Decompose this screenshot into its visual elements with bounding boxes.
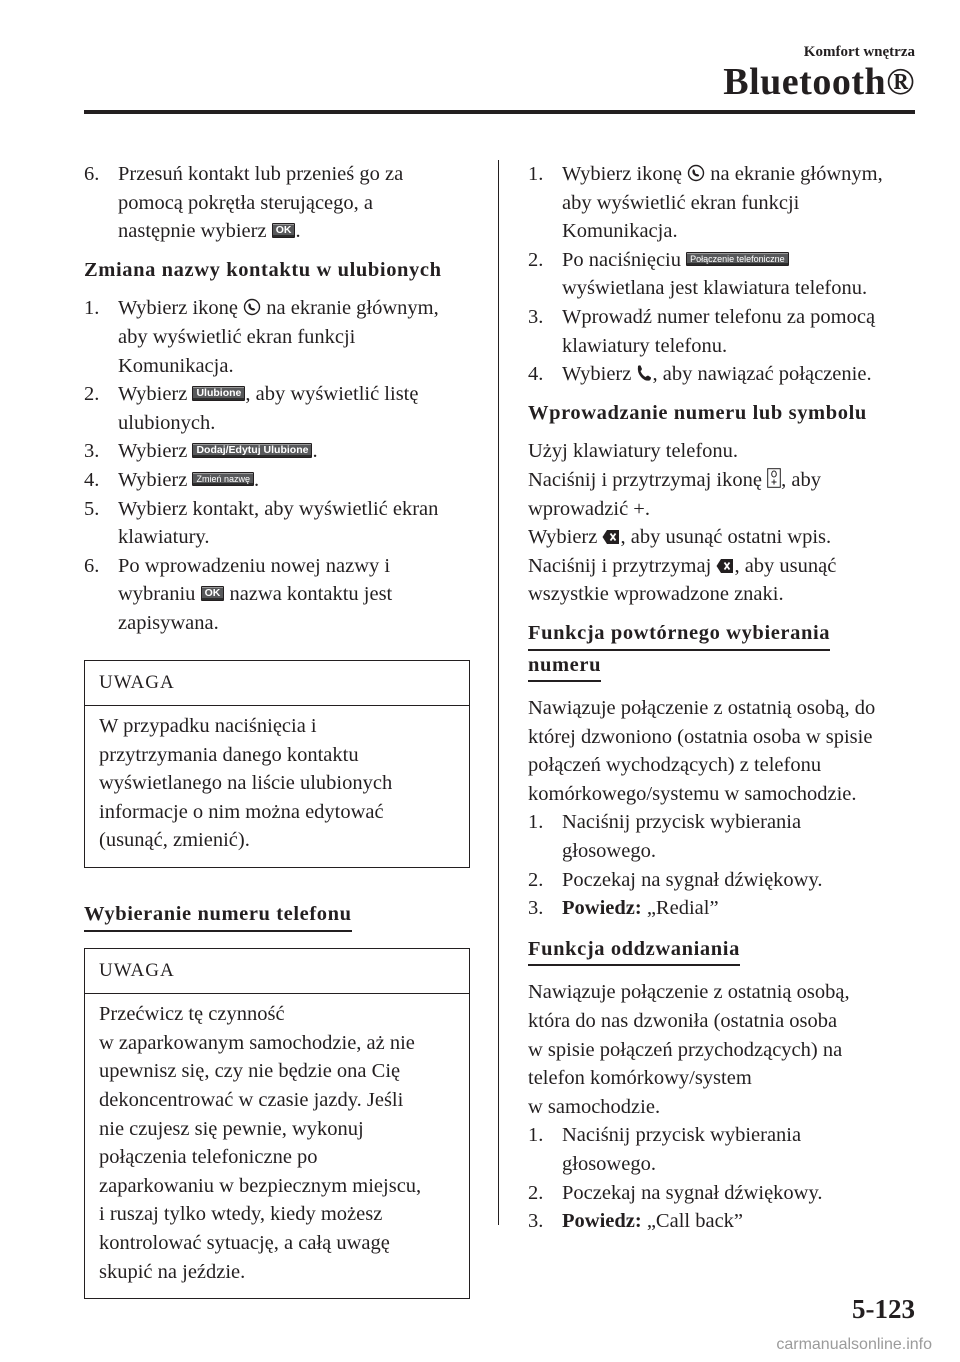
redial-heading-line-2: numeru xyxy=(528,651,601,683)
rename-step-1: 1. Wybierz ikonę na ekranie głównym, aby wyświetlić ekran funkcji Komunikacja. xyxy=(84,297,439,377)
header-rule xyxy=(84,110,915,114)
right-column xyxy=(528,160,918,1236)
communication-icon xyxy=(243,298,261,316)
ok-button-icon: OK xyxy=(272,223,296,238)
rename-step-6: 6. Po wprowadzeniu nowej nazwy i wybraniu OK nazwa kontaktu jest zapisywana. xyxy=(84,554,393,634)
rename-heading: Zmiana nazwy kontaktu w ulubionych xyxy=(84,258,442,281)
page-title: Bluetooth® xyxy=(723,61,915,103)
redial-step-1: 1. Naciśnij przycisk wybierania głosowego. xyxy=(528,811,802,863)
symbol-heading: Wprowadzanie numeru lub symbolu xyxy=(528,401,867,424)
note-body: W przypadku naciśnięcia i przytrzymania danego kontaktu wyświetlanego na liście ulubionych informacje o nim można edytować (usunąć, zmienić). xyxy=(99,715,393,852)
note-title: UWAGA xyxy=(85,661,469,707)
callback-heading: Funkcja oddzwaniania xyxy=(528,935,740,967)
page-number: 5-123 xyxy=(852,1294,915,1324)
callback-step-3: 3. Powiedz: „Call back” xyxy=(528,1210,744,1233)
dial-step-4: 4. Wybierz , aby nawiązać połączenie. xyxy=(528,363,872,386)
favorites-button-icon: Ulubione xyxy=(192,386,245,401)
redial-heading-line-1: Funkcja powtórnego wybierania xyxy=(528,619,830,651)
ok-button-icon: OK xyxy=(201,586,225,601)
dial-step-2: 2. Po naciśnięciu Połączenie telefoniczne wyświetlana jest klawiatura telefonu. xyxy=(528,248,868,300)
rename-step-2: 2. Wybierz Ulubione , aby wyświetlić listę ulubionych. xyxy=(84,383,419,434)
dial-step-1: 1. Wybierz ikonę na ekranie głównym, aby wyświetlić ekran funkcji Komunikacja. xyxy=(528,163,883,243)
redial-step-2: 2. Poczekaj na sygnał dźwiękowy. xyxy=(528,868,823,891)
callback-step-1: 1. Naciśnij przycisk wybierania głosowego. xyxy=(528,1124,802,1175)
callback-paragraph: Nawiązuje połączenie z ostatnią osobą, która do nas dzwoniła (ostatnia osoba w spisie połączeń przychodzących) na telefon komórkowy/system w samochodzie. xyxy=(528,981,850,1118)
watermark: carmanualsonline.info xyxy=(776,1336,932,1353)
phone-call-button-icon: Połączenie telefoniczne xyxy=(686,252,789,266)
backspace-icon xyxy=(716,558,734,574)
rename-button-icon: Zmień nazwę xyxy=(192,472,254,486)
dial-step-3: 3. Wprowadź numer telefonu za pomocą klawiatury telefonu. xyxy=(528,305,876,357)
rename-step-4: 4. Wybierz Zmień nazwę . xyxy=(84,468,260,491)
section-label: Komfort wnętrza xyxy=(803,44,915,60)
redial-step-3: 3. Powiedz: „Redial” xyxy=(528,897,719,920)
phone-handset-icon xyxy=(636,364,652,382)
rename-step-5: 5. Wybierz kontakt, aby wyświetlić ekran klawiatury. xyxy=(84,497,439,549)
add-edit-favorites-button-icon: Dodaj/Edytuj Ulubione xyxy=(192,443,312,458)
backspace-icon xyxy=(602,529,620,545)
communication-icon xyxy=(687,164,705,182)
step-6-move-contact: 6. Przesuń kontakt lub przenieś go za pomocą pokrętła sterującego, a następnie wybierz OK . xyxy=(84,163,404,243)
note-box-safety xyxy=(84,948,470,1300)
column-divider xyxy=(498,160,499,1225)
redial-paragraph: Nawiązuje połączenie z ostatnią osobą, do której dzwoniono (ostatnia osoba w spisie połączeń wychodzących) z telefonu komórkowego/systemu w samochodzie. xyxy=(528,697,876,805)
left-column xyxy=(84,160,474,1299)
rename-step-3: 3. Wybierz Dodaj/Edytuj Ulubione . xyxy=(84,440,318,463)
note-body: Przećwicz tę czynność w zaparkowanym samochodzie, aż nie upewnisz się, czy nie będzie ona Cię dekoncentrować w czasie jazdy. Jeśli nie czujesz się pewnie, wykonuj połączenia telefoniczne po zaparkowaniu w bezpiecznym miejscu, i ruszaj tylko wtedy, kiedy możesz kontrolować sytuację, a całą uwagę skupić na jeździe. xyxy=(99,1003,422,1283)
callback-step-2: 2. Poczekaj na sygnał dźwiękowy. xyxy=(528,1181,823,1204)
note-box-favorites xyxy=(84,660,470,869)
symbol-paragraph: Użyj klawiatury telefonu. Naciśnij i przytrzymaj ikonę , aby wprowadzić +. Wybierz , aby usunąć ostatni wpis. Naciśnij i przytrzymaj , aby usunąć wszystkie wprowadzone znaki. xyxy=(528,440,837,606)
dial-heading: Wybieranie numeru telefonu xyxy=(84,900,352,932)
zero-plus-key-icon xyxy=(767,468,781,488)
note-title: UWAGA xyxy=(85,949,469,995)
